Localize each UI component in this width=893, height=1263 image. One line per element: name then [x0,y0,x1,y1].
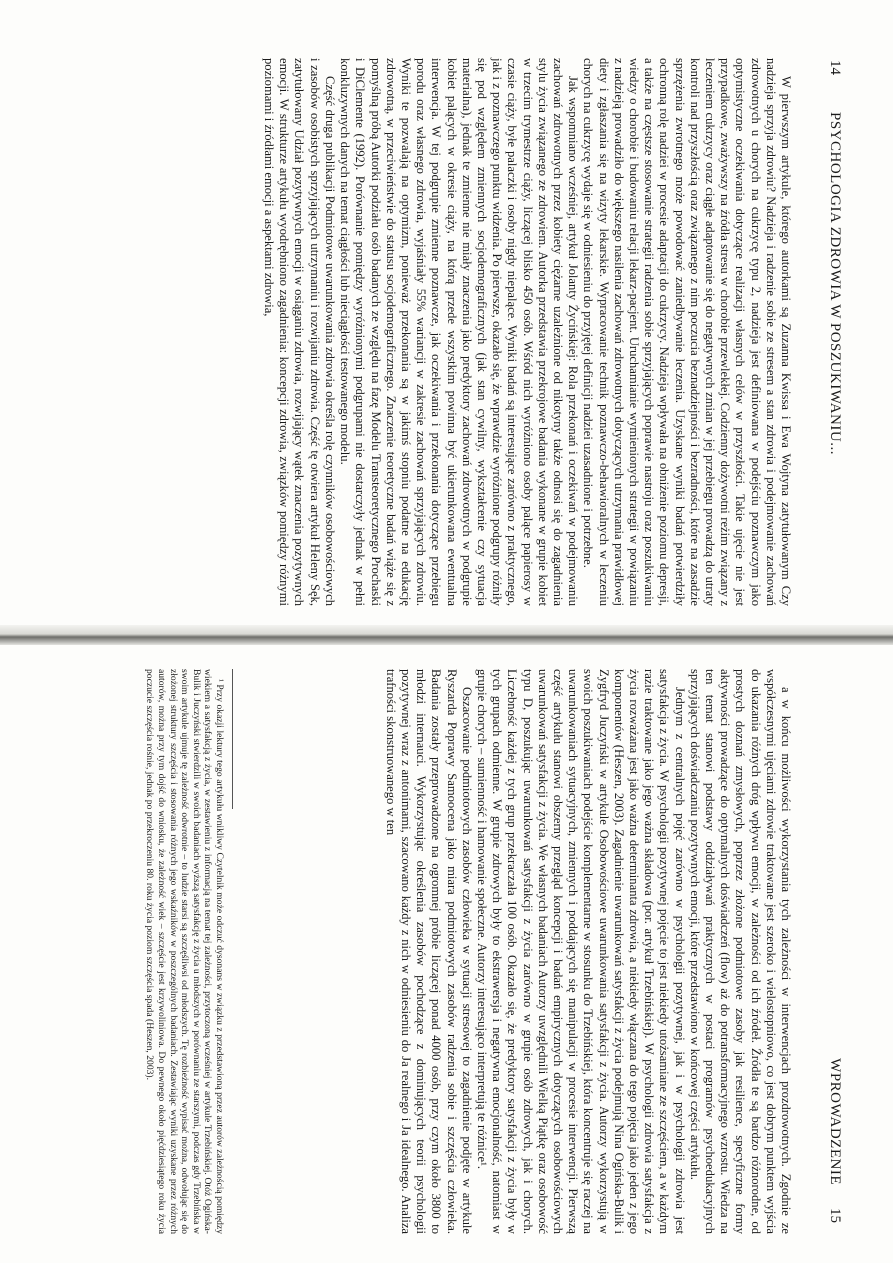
body-text [261,58,793,606]
book-gutter [0,625,893,645]
footnote-rule [232,669,233,809]
paragraph: W pierwszym artykule, którego autorkami są Zuzanna Kwissa i Ewa Wojtyna zatytułowanym Czy nadzieja sprzyja zdrowiu? Nadzieja i radzenie sobie ze stresem a stan zdrowia i podejmowanie zachowań zdrowotnych u chorych na cukrzycę typu 2, nadzieja jest definiowana w podejściu poznawczym jako optymistyczne oczekiwania dotyczące realizacji własnych celów w przyszłości. Takie ujęcie nie jest przypadkowe, zważywszy na źródła stresu w chorobie przewlekłej. Codzienny dożywotni reżim związany z leczeniem cukrzycy oraz ciągłe adaptowanie się do negatywnych zmian w jej przebiegu prowadzą do utraty kontroli nad przyszłością oraz związanego z nim poczucia beznadziejności i bezradności, które na zasadzie sprzężenia zwrotnego może powodować zaniedbywanie leczenia. Uzyskane wyniki badań potwierdziły ochronną rolę nadziei w procesie adaptacji do cukrzycy. Nadzieja wpływała na obniżenie poziomu depresji, a także na częstsze stosowanie strategii radzenia sobie sprzyjających poprawie nastroju oraz poszukiwaniu wiedzy o chorobie i budowaniu relacji lekarz-pacjent. Uruchamianie wymienionych strategii w powiązaniu z nadzieją prowadziło do większego nasilenia zachowań zdrowotnych dotyczących utrzymania prawidłowej diety i zgłaszania się na wizyty lekarskie. Wypracowanie technik poznawczo-behawioralnych w leczeniu chorych na cukrzycę wydaje się w odniesieniu do przyjętej definicji nadziei uzasadnione i potrzebne. [581,58,793,606]
page-number: 15 [827,1208,843,1223]
footnotes [144,669,225,1234]
paragraph: Jednym z centralnych pojęć zarówno w psychologii pozytywnej, jak i w psychologii zdrowia jest satysfakcja z życia. W psychologii pozytywnej pojęcie to jest niekiedy utożsamiane ze szczęściem, a w każdym razie traktowane jako jego ważna składowa (por. artykuł Trzebińskiej). W psychologii zdrowia satysfakcja z życia rozważana jest jako ważna determinanta zdrowia, a niekiedy włączana do tego pojęcia jako jeden z jego komponentów (Heszen, 2003). Zagadnienie uwarunkowań satysfakcji z życia podejmują Nina Ogińska-Bulik i Zygfryd Juczyński w artykule Osobowościowe uwarunkowania satysfakcji z życia. Autorzy wykorzystują w swoich poszukiwaniach podejście komplementarne w stosunku do Trzebińskiej, która koncentruje się raczej na uwarunkowaniach sytuacyjnych, zmiennych i poddających się manipulacji w procesie interwencji. Pierwszą część artykułu stanowi obszerny przegląd koncepcji i badań empirycznych dotyczących osobowościowych uwarunkowań satysfakcji z życia. We własnych badaniach Autorzy uwzględnili Wielką Piątkę oraz osobowość typu D, poszukując uwarunkowań satysfakcji z życia zarówno w grupie osób zdrowych, jak i chorych. Liczebność każdej z tych grup przekraczała 100 osób. Okazało się, że predyktory satysfakcji z życia były w tych grupach odmienne. W grupie zdrowych były to ekstrawersja i negatywna emocjonalność, natomiast w grupie chorych – sumienność i hamowanie społeczne. Autorzy interesująco interpretują te różnice¹. [474,669,687,1234]
paragraph: Jak wspomniano wcześniej, artykuł Jolanty Życińskiej: Rola przekonań i oczekiwań w podejmowaniu zachowań zdrowotnych przez kobiety ciężarne uzależnione od nikotyny także odnosi się do zagadnienia stylu życia związanego ze zdrowiem. Autorka przedstawia przekrojowe badania wykonane w grupie kobiet w trzecim trymestrze ciąży, liczącej blisko 450 osób. Wśród nich wyróżniono osoby palące papierosy w czasie ciąży, byłe palaczki i osoby nigdy niepalące. Wyniki badań są interesujące zarówno z praktycznego, jak i z poznawczego punktu widzenia. Po pierwsze, okazało się, że wprawdzie wyróżnione podgrupy różniły się pod względem zmiennych socjodemograficznych (jak stan cywilny, wykształcenie czy sytuacja materialna), jednak te zmienne nie miały znaczenia jako predyktory zachowań zdrowotnych w podgrupie kobiet palących w okresie ciąży, na którą przede wszystkim powinna być ukierunkowana ewentualna interwencja. W tej podgrupie zmienne poznawcze, jak oczekiwania i przekonania dotyczące przebiegu porodu oraz własnego zdrowia, wyjaśniały 55% wariancji w zakresie zachowań sprzyjających zdrowiu. Wyniki te pozwalają na optymizm, ponieważ przekonania są w jakimś stopniu podatne na edukację zdrowotną, w przeciwieństwie do statusu socjodemograficznego. Znaczenie teoretyczne badań wiąże się z pomyślną próbą Autorki podziału osób badanych ze względu na fazę Modelu Transteoretycznego Prochaski i DiClemente (1992). Porównanie pomiędzy wyróżnionymi podgrupami nie dostarczyły jednak w pełni konkluzywnych danych na temat ciągłości lub nieciągłości testowanego modelu. [338,58,581,606]
paragraph: Oszacowanie podmiotowych zasobów człowieka w sytuacji stresowej to zagadnienie podjęte w artykule Ryszarda Poprawy Samoocena jako miara podmiotowych zasobów radzenia sobie i szczęścia człowieka. Badania zostały przeprowadzone na ogromnej próbie liczącej ponad 4000 osób, przy czym około 3800 to młodzi internauci. Wykorzystując określenia zasobów pochodzące z dominujących teorii psychologii pozytywnej wraz z antonimami, szacowano każdy z nich w odniesieniu do Ja realnego i Ja idealnego. Analiza trafności skonstruowanego w ten [383,669,474,1234]
left-page [0,0,893,625]
footnote: ¹ Przy okazji lektury tego artykułu wnikliwy Czytelnik może odczuć dysonans w związku z przedstawioną przez autorów zależnością pomiędzy wiekiem a satysfakcją z życia, w zestawieniu z informacją na temat tej zależności, przytoczoną wcześniej w artykule Trzebińskiej. Otóż Ogińska-Bulik i Juczyński stwierdzili w swoich badaniach wyższą satysfakcję z życia u młodszych w porównaniu ze starszymi, podczas gdy Trzebińska w swoim artykule ujmuje tę zależność odwrotnie – to ludzie starsi są szczęśliwsi od młodszych. Tę rozbieżność wypisać można, odwołując się do złożonej struktury szczęścia i stosowania różnych jego wskaźników w poszczególnych badaniach. Zestawiając wyniki uzyskane przez różnych autorów, można przy tym dojść do wniosku, że zależność wiek – szczęście jest krzywoliniowa. Do pewnego około pięćdziesiątego roku życia poczucie szczęścia rośnie, jednak po przekroczeniu 80. roku życia poziom szczęścia spada (Heszen, 2003). [144,669,225,1234]
running-head: PSYCHOLOGIA ZDROWIA W POSZUKIWANIU... [827,112,843,455]
paragraph: Część druga publikacji Podmiotowe uwarunkowania zdrowia określa rolę czynników osobowościowych i zasobów osobistych sprzyjających utrzymaniu i rozwijaniu zdrowia. Część tę otwiera artykuł Heleny Sęk, zatytułowany Udział pozytywnych emocji w osiąganiu zdrowia, rozwijający wątek znaczenia pozytywnych emocji. W strukturze artykułu wyodrębniono zagadnienia: koncepcji zdrowia, związków pomiędzy różnymi poziomami i źródłami emocji a aspektami zdrowia, [262,58,337,606]
body-text [383,669,793,1234]
right-page [0,645,893,1263]
running-head: WPROWADZENIE [827,1058,843,1185]
page-number: 14 [827,60,843,75]
paragraph: a w końcu możliwości wykorzystania tych zależności w interwencjach prozdrowotnych. Zgodnie ze współczesnymi ujęciami zdrowie traktowane jest szeroko i wielostopniowo, co jest dobrym punktem wyjścia do ukazania różnych dróg wpływu emocji, w zależności od ich źródeł. Źródła te są bardzo różnorodne, od prostych doznań zmysłowych, poprzez złożone podmiotowe zasoby jak resilience, specyficzne formy aktywności prowadzące do optymalnych doświadczeń (flow) aż do potransformacyjnego wzrostu. Wiedza na ten temat stanowi podstawy oddziaływań praktycznych w postaci programów psychoedukacyjnych sprzyjających doświadczaniu pozytywnych emocji, które przedstawiono w końcowej części artykułu. [687,669,793,1234]
